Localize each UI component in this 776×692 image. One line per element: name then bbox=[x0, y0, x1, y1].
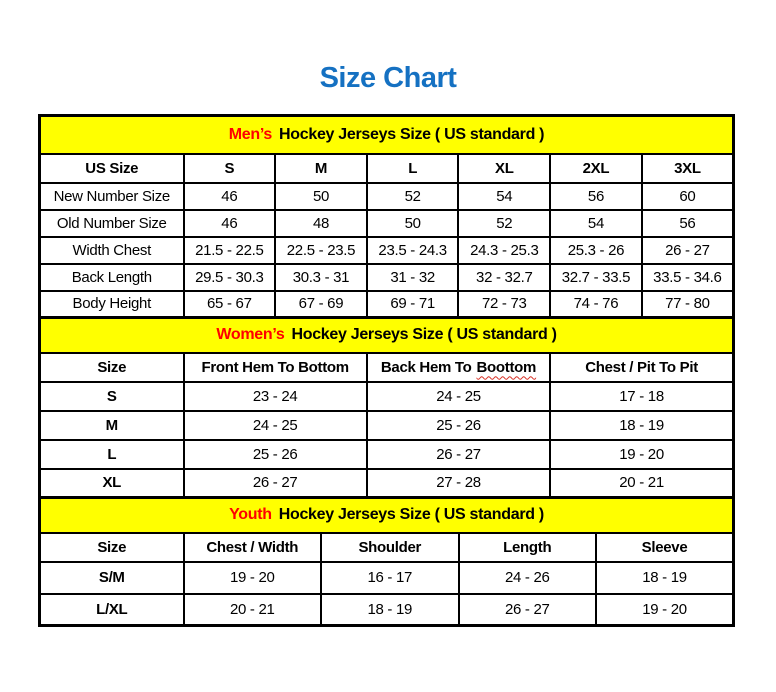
column-header-misspelled bbox=[367, 353, 550, 382]
mens-section-title-rest: Hockey Jerseys Size ( US standard ) bbox=[279, 125, 545, 143]
table-row bbox=[40, 183, 734, 210]
size-value: 18 - 19 bbox=[596, 562, 734, 594]
row-label: S bbox=[40, 382, 184, 411]
size-value: 26 - 27 bbox=[642, 237, 734, 264]
mens-size-table bbox=[38, 114, 735, 319]
size-tables bbox=[38, 114, 735, 627]
youth-size-table bbox=[38, 496, 735, 627]
size-value: 26 - 27 bbox=[367, 440, 550, 469]
size-value: 24 - 25 bbox=[367, 382, 550, 411]
size-value: 25 - 26 bbox=[367, 411, 550, 440]
size-value: 24.3 - 25.3 bbox=[458, 237, 550, 264]
table-row bbox=[40, 469, 734, 498]
youth-section-title bbox=[40, 498, 734, 533]
size-value: 50 bbox=[367, 210, 459, 237]
size-value: 60 bbox=[642, 183, 734, 210]
size-value: 33.5 - 34.6 bbox=[642, 264, 734, 291]
back-hem-prefix: Back Hem To bbox=[380, 358, 472, 376]
womens-section-title-red: Women’s bbox=[216, 326, 285, 344]
size-value: 50 bbox=[275, 183, 367, 210]
size-value: 56 bbox=[642, 210, 734, 237]
column-header: L bbox=[367, 154, 459, 183]
row-label: New Number Size bbox=[40, 183, 184, 210]
size-value: 16 - 17 bbox=[321, 562, 459, 594]
column-header: XL bbox=[458, 154, 550, 183]
size-value: 32 - 32.7 bbox=[458, 264, 550, 291]
row-label: L/XL bbox=[40, 594, 184, 626]
table-row bbox=[40, 291, 734, 318]
row-label: Width Chest bbox=[40, 237, 184, 264]
size-value: 23 - 24 bbox=[184, 382, 367, 411]
page-title: Size Chart bbox=[319, 62, 457, 94]
column-header: Size bbox=[40, 353, 184, 382]
column-header: US Size bbox=[40, 154, 184, 183]
row-label: M bbox=[40, 411, 184, 440]
size-value: 26 - 27 bbox=[459, 594, 597, 626]
row-label: Body Height bbox=[40, 291, 184, 318]
table-row bbox=[40, 210, 734, 237]
youth-section-title-rest: Hockey Jerseys Size ( US standard ) bbox=[278, 506, 544, 524]
size-value: 17 - 18 bbox=[550, 382, 733, 411]
mens-section-title bbox=[40, 116, 734, 154]
womens-size-table bbox=[38, 316, 735, 499]
size-value: 48 bbox=[275, 210, 367, 237]
row-label: Old Number Size bbox=[40, 210, 184, 237]
column-header: S bbox=[184, 154, 276, 183]
size-value: 18 - 19 bbox=[550, 411, 733, 440]
size-value: 31 - 32 bbox=[367, 264, 459, 291]
table-row bbox=[40, 237, 734, 264]
column-header: Chest / Pit To Pit bbox=[550, 353, 733, 382]
row-label: Back Length bbox=[40, 264, 184, 291]
size-value: 52 bbox=[458, 210, 550, 237]
size-value: 25 - 26 bbox=[184, 440, 367, 469]
size-value: 27 - 28 bbox=[367, 469, 550, 498]
table-row bbox=[40, 264, 734, 291]
row-label: S/M bbox=[40, 562, 184, 594]
size-value: 52 bbox=[367, 183, 459, 210]
size-value: 23.5 - 24.3 bbox=[367, 237, 459, 264]
size-value: 54 bbox=[550, 210, 642, 237]
size-value: 54 bbox=[458, 183, 550, 210]
size-value: 19 - 20 bbox=[184, 562, 322, 594]
size-value: 67 - 69 bbox=[275, 291, 367, 318]
table-row bbox=[40, 411, 734, 440]
size-value: 46 bbox=[184, 183, 276, 210]
row-label: XL bbox=[40, 469, 184, 498]
column-header: M bbox=[275, 154, 367, 183]
table-row bbox=[40, 594, 734, 626]
size-value: 20 - 21 bbox=[184, 594, 322, 626]
size-value: 24 - 26 bbox=[459, 562, 597, 594]
size-value: 32.7 - 33.5 bbox=[550, 264, 642, 291]
size-value: 77 - 80 bbox=[642, 291, 734, 318]
size-value: 24 - 25 bbox=[184, 411, 367, 440]
womens-section-title bbox=[40, 318, 734, 353]
column-header: Length bbox=[459, 533, 597, 562]
column-header: Sleeve bbox=[596, 533, 734, 562]
size-value: 56 bbox=[550, 183, 642, 210]
size-value: 26 - 27 bbox=[184, 469, 367, 498]
size-value: 29.5 - 30.3 bbox=[184, 264, 276, 291]
column-header: Size bbox=[40, 533, 184, 562]
size-value: 74 - 76 bbox=[550, 291, 642, 318]
youth-header-row bbox=[40, 533, 734, 562]
size-value: 72 - 73 bbox=[458, 291, 550, 318]
size-value: 18 - 19 bbox=[321, 594, 459, 626]
back-hem-misspelled-word: Boottom bbox=[476, 358, 537, 376]
size-value: 20 - 21 bbox=[550, 469, 733, 498]
table-row bbox=[40, 440, 734, 469]
mens-header-row bbox=[40, 154, 734, 183]
row-label: L bbox=[40, 440, 184, 469]
column-header: Chest / Width bbox=[184, 533, 322, 562]
column-header: 3XL bbox=[642, 154, 734, 183]
column-header: 2XL bbox=[550, 154, 642, 183]
youth-section-band bbox=[40, 498, 734, 533]
size-value: 25.3 - 26 bbox=[550, 237, 642, 264]
column-header: Front Hem To Bottom bbox=[184, 353, 367, 382]
womens-section-band bbox=[40, 318, 734, 353]
size-value: 46 bbox=[184, 210, 276, 237]
size-value: 21.5 - 22.5 bbox=[184, 237, 276, 264]
size-value: 19 - 20 bbox=[596, 594, 734, 626]
size-value: 30.3 - 31 bbox=[275, 264, 367, 291]
size-value: 19 - 20 bbox=[550, 440, 733, 469]
table-row bbox=[40, 562, 734, 594]
womens-header-row bbox=[40, 353, 734, 382]
youth-section-title-red: Youth bbox=[229, 506, 272, 524]
size-value: 22.5 - 23.5 bbox=[275, 237, 367, 264]
mens-section-band bbox=[40, 116, 734, 154]
table-row bbox=[40, 382, 734, 411]
size-value: 65 - 67 bbox=[184, 291, 276, 318]
mens-section-title-red: Men’s bbox=[228, 125, 273, 143]
column-header: Shoulder bbox=[321, 533, 459, 562]
size-value: 69 - 71 bbox=[367, 291, 459, 318]
womens-section-title-rest: Hockey Jerseys Size ( US standard ) bbox=[291, 326, 557, 344]
